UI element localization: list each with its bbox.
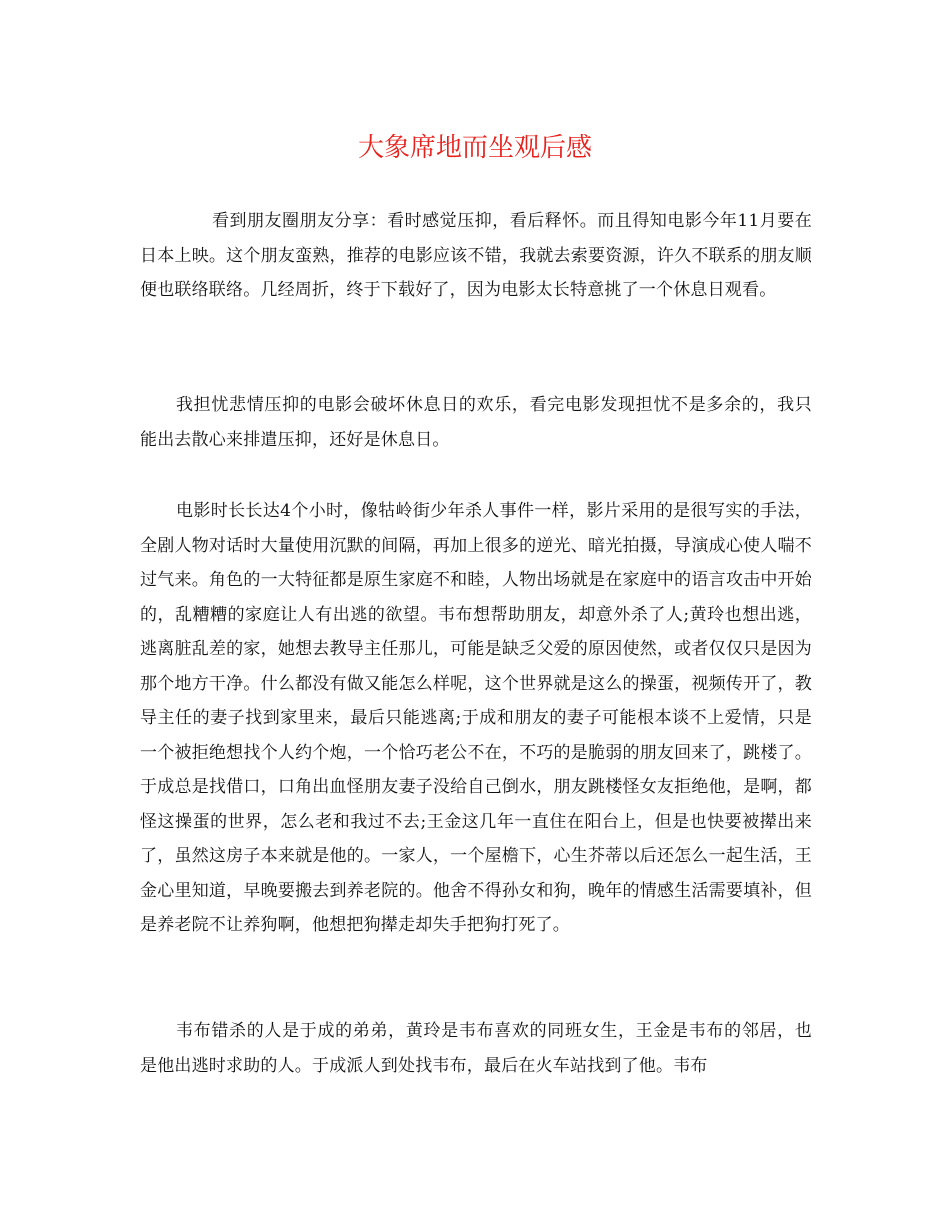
paragraph-2: 我担忧悲情压抑的电影会破坏休息日的欢乐，看完电影发现担忧不是多余的，我只能出去散心来排遣压抑，还好是休息日。	[140, 395, 812, 450]
document-title: 大象席地而坐观后感	[357, 133, 592, 163]
paragraph-3: 电影时长长达4个小时，像牯岭街少年杀人事件一样，影片采用的是很写实的手法，全剧人物对话时大量使用沉默的间隔，再加上很多的逆光、暗光拍摄，导演成心使人喘不过气来。角色的一大特征都是原生家庭不和睦，人物出场就是在家庭中的语言攻击中开始的，乱糟糟的家庭让人有出逃的欲望。韦布想帮助朋友，却意外杀了人;黄玲也想出逃，逃离脏乱差的家，她想去教导主任那儿，可能是缺乏父爱的原因使然，或者仅仅只是因为那个地方干净。什么都没有做又能怎么样呢，这个世界就是这么的操蛋，视频传开了，教导主任的妻子找到家里来，最后只能逃离;于成和朋友的妻子可能根本谈不上爱情，只是一个被拒绝想找个人约个炮，一个恰巧老公不在，不巧的是脆弱的朋友回来了，跳楼了。于成总是找借口，口角出血怪朋友妻子没给自己倒水，朋友跳楼怪女友拒绝他，是啊，都怪这操蛋的世界，怎么老和我过不去;王金这几年一直住在阳台上，但是也快要被撵出来了，虽然这房子本来就是他的。一家人，一个屋檐下，心生芥蒂以后还怎么一起生活，王金心里知道，早晚要搬去到养老院的。他舍不得孙女和狗，晚年的情感生活需要填补，但是养老院不让养狗啊，他想把狗撵走却失手把狗打死了。	[140, 501, 812, 935]
paragraph-4: 韦布错杀的人是于成的弟弟，黄玲是韦布喜欢的同班女生，王金是韦布的邻居，也是他出逃时求助的人。于成派人到处找韦布，最后在火车站找到了他。韦布	[140, 1021, 812, 1076]
paragraph-1: 看到朋友圈朋友分享：看时感觉压抑，看后释怀。而且得知电影今年11月要在日本上映。这个朋友蛮熟，推荐的电影应该不错，我就去索要资源，许久不联系的朋友顺便也联络联络。几经周折，终于下载好了，因为电影太长特意挑了一个休息日观看。	[140, 211, 812, 300]
